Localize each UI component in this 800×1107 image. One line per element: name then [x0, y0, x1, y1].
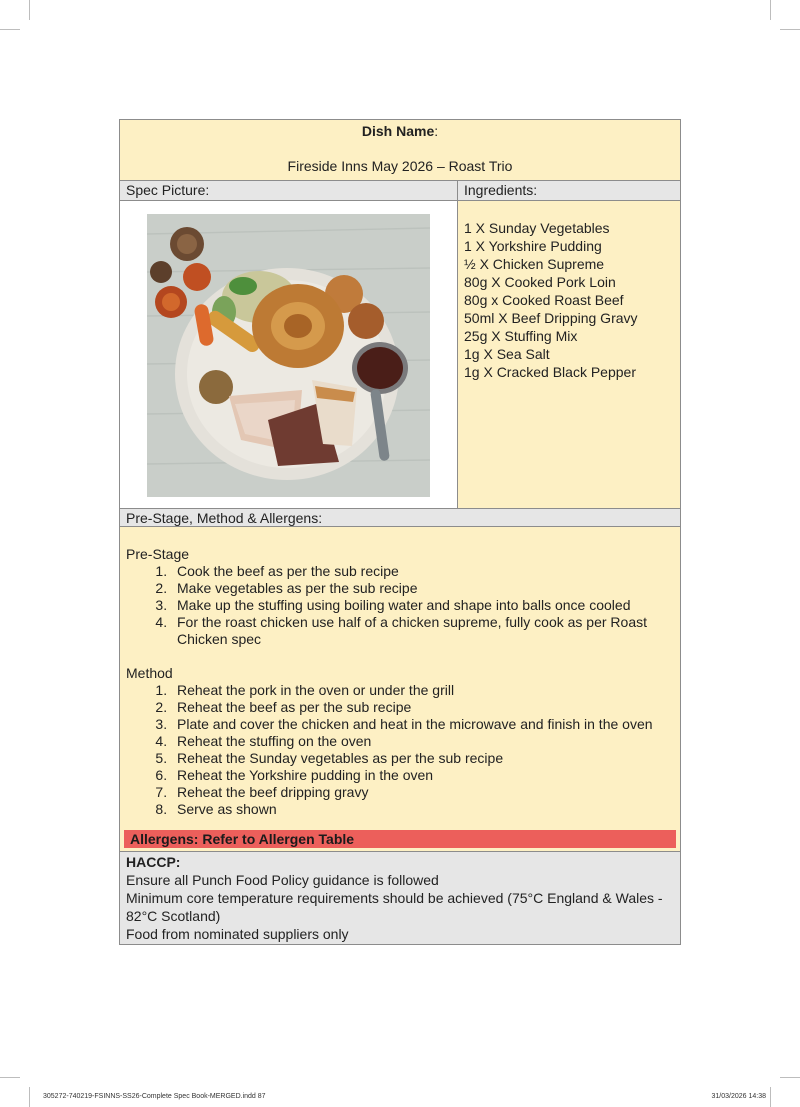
- header-row: [120, 181, 680, 201]
- prestage-step: 3. Make up the stuffing using boiling water and shape into balls once cooled: [171, 597, 674, 614]
- footer-datetime: 31/03/2026 14:38: [711, 1093, 766, 1100]
- method-step: 8. Serve as shown: [171, 801, 674, 818]
- prestage-step: 2. Make vegetables as per the sub recipe: [171, 580, 674, 597]
- prestage-step: 1. Cook the beef as per the sub recipe: [171, 563, 674, 580]
- ingredients-list: [458, 201, 680, 508]
- haccp-title: HACCP:: [126, 854, 181, 870]
- prestage-title: Pre-Stage: [126, 546, 190, 562]
- allergens-banner: Allergens: Refer to Allergen Table: [124, 830, 676, 848]
- haccp-line: Ensure all Punch Food Policy guidance is followed: [126, 872, 439, 888]
- ingredient-item: 1 X Sunday Vegetables: [464, 220, 610, 236]
- crop-mark: [780, 29, 800, 30]
- ingredient-item: 1g X Cracked Black Pepper: [464, 364, 636, 380]
- picture-ingredients-row: [120, 201, 680, 509]
- method-step: 4. Reheat the stuffing on the oven: [171, 733, 674, 750]
- method-section-label: Pre-Stage, Method & Allergens:: [120, 509, 680, 527]
- crop-mark: [0, 1077, 20, 1078]
- ingredient-item: 1 X Yorkshire Pudding: [464, 238, 602, 254]
- method-step: 1. Reheat the pork in the oven or under the grill: [171, 682, 674, 699]
- ingredient-item: 80g x Cooked Roast Beef: [464, 292, 624, 308]
- method-step: 7. Reheat the beef dripping gravy: [171, 784, 674, 801]
- footer-file-info: 305272-740219-FSINNS-SS26-Complete Spec Book-MERGED.indd 87: [43, 1093, 266, 1100]
- method-title: Method: [126, 665, 173, 681]
- method-section: [120, 527, 680, 852]
- ingredients-label: Ingredients:: [464, 182, 538, 198]
- crop-mark: [770, 1087, 771, 1107]
- crop-mark: [770, 0, 771, 20]
- dish-photo: [147, 214, 430, 497]
- ingredient-item: 80g X Cooked Pork Loin: [464, 274, 616, 290]
- crop-mark: [780, 1077, 800, 1078]
- haccp-line: Minimum core temperature requirements should be achieved (75°C England & Wales - 82°C Scotland): [126, 890, 663, 924]
- haccp-line: Food from nominated suppliers only: [126, 926, 349, 942]
- prestage-list: [126, 563, 674, 648]
- crop-mark: [29, 0, 30, 20]
- spec-sheet: [119, 119, 681, 945]
- dish-name-block: [120, 120, 680, 181]
- crop-mark: [29, 1087, 30, 1107]
- ingredient-item: 50ml X Beef Dripping Gravy: [464, 310, 638, 326]
- method-step: 6. Reheat the Yorkshire pudding in the oven: [171, 767, 674, 784]
- prestage-step: 4. For the roast chicken use half of a chicken supreme, fully cook as per Roast Chicken spec: [171, 614, 674, 648]
- spec-picture-label: Spec Picture:: [120, 181, 458, 200]
- dish-name-label: Dish Name:: [361, 123, 439, 139]
- method-step: 5. Reheat the Sunday vegetables as per the sub recipe: [171, 750, 674, 767]
- crop-mark: [0, 29, 20, 30]
- method-step: 2. Reheat the beef as per the sub recipe: [171, 699, 674, 716]
- ingredient-item: ½ X Chicken Supreme: [464, 256, 605, 272]
- haccp-section: [120, 852, 680, 944]
- dish-name: Fireside Inns May 2026 – Roast Trio: [287, 158, 513, 174]
- ingredient-item: 1g X Sea Salt: [464, 346, 550, 362]
- ingredient-item: 25g X Stuffing Mix: [464, 328, 578, 344]
- method-step: 3. Plate and cover the chicken and heat in the microwave and finish in the oven: [171, 716, 674, 733]
- method-list: [126, 682, 674, 818]
- spec-picture-cell: [120, 201, 458, 508]
